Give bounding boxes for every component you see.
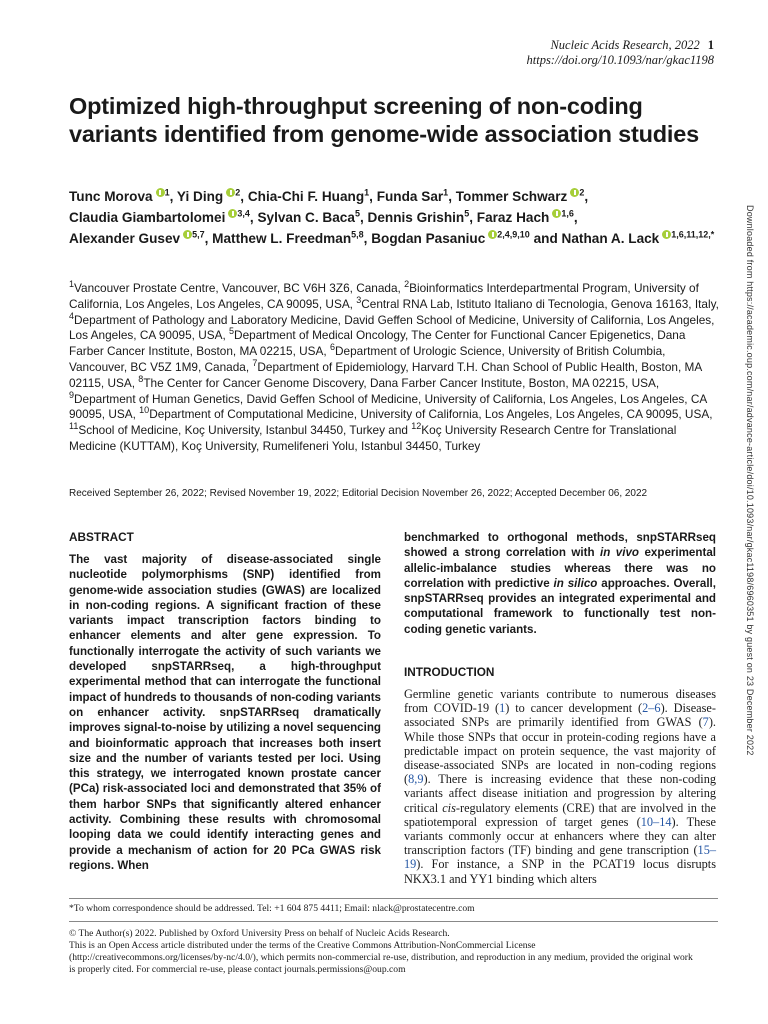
author-name-text: Bogdan Pasaniuc [371, 231, 486, 246]
abstract-segment: approaches. Overall, snpSTARRseq provides an integrated experimental and computational framework to functionally test non-coding genetic variants. [404, 576, 717, 636]
author-name-text: Funda Sar [376, 189, 444, 204]
affiliation-marker: 10 [139, 405, 150, 416]
author-name-text: Dennis Grishin [367, 210, 465, 225]
affiliation-text: Department of Medical Oncology, The Center for Functional Cancer Epigenetics, Dana Farber Cancer Institute, Boston, MA 02215, USA, [69, 328, 686, 359]
author-name[interactable] [377, 189, 448, 204]
author-name[interactable] [69, 189, 170, 204]
abstract-segment: benchmarked to orthogonal methods, snpSTARRseq showed a strong correlation with [404, 531, 716, 560]
affiliation-text: Department of Human Genetics, David Geffen School of Medicine, University of California, Los Angeles, Los Angeles, CA 90095, USA, [69, 391, 707, 422]
license-line[interactable]: (http://creativecommons.org/licenses/by-nc/4.0/), which permits non-commercial re-use, distribution, and reproduction in any medium, provided the original work [69, 952, 693, 963]
affiliation-marker: 9 [69, 389, 75, 400]
orcid-icon[interactable] [488, 230, 497, 239]
author-list: Tunc Morova $^1$, Yi Ding $^2$, Chia-Chi F. Huang$^1$, Funda Sar$^1$, Tommer Schwarz $^2$, Claudia Giambartolomei $^{3,4}$, Sylvan C. Baca$^5$, Dennis Grishin$^5$, Faraz Hach $^{1,6}$, Alexander Gusev $^{5,7}$, Matthew L. Freedman$^{5,8}$, Bogdan Pasaniuc $^{2,4,9,10}$ and Nathan A. Lack $^{1,6,11,12,*}$ [69, 187, 715, 246]
affiliation-marker: 8 [138, 373, 144, 384]
author-name-text: Claudia Giambartolomei [69, 210, 226, 225]
author-name-text: Tommer Schwarz [455, 189, 568, 204]
author-conjunction: and [533, 231, 558, 246]
orcid-icon[interactable] [156, 188, 165, 197]
author-name-text: Tunc Morova [69, 189, 153, 204]
doi-link[interactable]: https://doi.org/10.1093/nar/gkac1198 [526, 53, 714, 67]
download-sidebar [744, 205, 756, 985]
author-name[interactable] [69, 210, 250, 225]
intro-segment: -regulatory elements (CRE) that are involved in the spatiotemporal expression of target genes ( [404, 800, 716, 829]
footnote-divider [69, 921, 718, 922]
orcid-icon[interactable] [662, 230, 671, 239]
license-block [69, 928, 719, 976]
affiliation-text: Central RNA Lab, Istituto Italiano di Tecnologia, Genova 16163, Italy, [361, 296, 719, 311]
affiliation-marker: 1 [69, 279, 75, 290]
author-name-text: Yi Ding [176, 189, 224, 204]
abstract-heading: ABSTRACT [69, 530, 134, 544]
license-line: is properly cited. For commercial re-use, please contact journals.permissions@oup.com [69, 964, 406, 975]
author-name[interactable] [212, 231, 364, 246]
affiliation-marker: 2,4,9,10 [497, 229, 530, 240]
download-note[interactable]: Downloaded from https://academic.oup.com/nar/advance-article/doi/10.1093/nar/gkac1198/6960351 by guest on 23 December 2022 [745, 205, 755, 756]
author-name[interactable] [371, 231, 530, 246]
journal-name: Nucleic Acids Research, 2022 [550, 38, 700, 52]
affiliation-text: Koç University Research Centre for Translational Medicine (KUTTAM), Koç University, Rumelifeneri Yolu, Istanbul 34450, Turkey [69, 423, 677, 453]
intro-segment: ). Disease-associated SNPs are primarily identified from GWAS ( [404, 701, 716, 730]
author-name[interactable] [248, 189, 369, 204]
author-name[interactable] [368, 210, 470, 225]
license-line: This is an Open Access article distributed under the terms of the Creative Commons Attribution-NonCommercial License [69, 940, 536, 951]
affiliation-marker: 5,8 [351, 229, 364, 240]
affiliation-marker: 5 [354, 208, 360, 219]
author-name-text: Sylvan C. Baca [257, 210, 355, 225]
affiliation-text: Department of Epidemiology, Harvard T.H. Chan School of Public Health, Boston, MA 02115, USA, [69, 359, 702, 390]
citation-link[interactable]: 2–6 [642, 701, 661, 716]
intro-segment: ). While those SNPs that occur in protein-coding regions have a predictable impact on protein sequence, the vast majority of disease-associated SNPs are located in non-coding regions ( [404, 715, 716, 787]
intro-segment: ) to cancer development ( [505, 701, 643, 716]
abstract-italic: in vivo [600, 546, 640, 560]
orcid-icon[interactable] [226, 188, 235, 197]
author-name-text: Matthew L. Freedman [212, 231, 352, 246]
citation-link[interactable]: 8,9 [408, 772, 424, 787]
affiliation-marker: 5 [464, 208, 470, 219]
author-name-text: Nathan A. Lack [561, 231, 660, 246]
affiliation-text: The Center for Cancer Genome Discovery, Dana Farber Cancer Institute, Boston, MA 02215, USA, [143, 375, 660, 390]
page-number: 1 [707, 38, 714, 52]
intro-segment: ). These variants commonly occur at enhancers where they can alter transcription factors (TF) binding and gene transcription ( [404, 814, 716, 858]
affiliation-marker: 1 [443, 187, 449, 198]
journal-citation-line [527, 38, 715, 53]
abstract-text-column-2 [404, 530, 716, 637]
affiliation-text: Department of Urologic Science, University of British Columbia, Vancouver, BC V5Z 1M9, Canada, [69, 344, 666, 374]
affiliation-marker: 7 [252, 358, 258, 369]
abstract-italic: in silico [553, 576, 598, 590]
author-name[interactable] [477, 210, 574, 225]
affiliation-text: Department of Computational Medicine, University of California, Los Angeles, Los Angeles, CA 90095, USA, [149, 407, 713, 422]
author-name-text: Faraz Hach [476, 210, 550, 225]
affiliation-marker: 11 [69, 421, 79, 432]
affiliation-marker: 5,7 [192, 229, 205, 240]
introduction-text [404, 687, 716, 886]
affiliation-marker: 4 [69, 310, 75, 321]
affiliations [69, 281, 719, 455]
citation-link[interactable]: 15–19 [404, 843, 716, 872]
affiliation-marker: 1 [164, 187, 170, 198]
intro-segment: ). There is increasing evidence that these non-coding variants affect disease initiation and progression by altering critical [404, 772, 716, 815]
affiliation-marker: 2 [579, 187, 585, 198]
license-line: © The Author(s) 2022. Published by Oxford University Press on behalf of Nucleic Acids Research. [69, 928, 450, 939]
author-name-text: Chia-Chi F. Huang [247, 189, 365, 204]
affiliation-text: Bioinformatics Interdepartmental Program, University of California, Los Angeles, Los Angeles, CA 90095, USA, [69, 281, 699, 311]
affiliation-marker: 1,6 [561, 208, 574, 219]
citation-link[interactable]: 1 [499, 701, 506, 716]
citation-link[interactable]: 7 [702, 715, 709, 730]
orcid-icon[interactable] [183, 230, 192, 239]
author-name-text: Alexander Gusev [69, 231, 181, 246]
affiliation-text: Vancouver Prostate Centre, Vancouver, BC V6H 3Z6, Canada, [74, 281, 405, 295]
orcid-icon[interactable] [552, 209, 561, 218]
affiliation-marker: 2 [404, 279, 410, 290]
article-history: Received September 26, 2022; Revised November 19, 2022; Editorial Decision November 26, 2022; Accepted December 06, 2022 [69, 488, 648, 499]
author-name[interactable] [562, 231, 715, 246]
abstract-segment: experimental allelic-imbalance studies whereas there was no correlation with predictive [404, 546, 716, 590]
affiliation-marker: 3,4 [237, 208, 250, 219]
affiliation-text: School of Medicine, Koç University, Istanbul 34450, Turkey and [78, 423, 412, 438]
affiliation-text: Department of Pathology and Laboratory Medicine, David Geffen School of Medicine, University of California, Los Angeles, Los Angeles, CA 90095, USA, [69, 312, 715, 343]
author-name[interactable] [257, 210, 360, 225]
author-name[interactable] [69, 231, 205, 246]
orcid-icon[interactable] [570, 188, 579, 197]
affiliation-marker: 6 [329, 342, 335, 353]
journal-header [527, 38, 715, 68]
citation-link[interactable]: 10–14 [640, 814, 672, 829]
affiliation-marker: 5 [229, 326, 235, 337]
author-name[interactable] [177, 189, 240, 204]
affiliation-marker: 2 [235, 187, 241, 198]
affiliation-marker: 1,6,11,12,* [671, 229, 715, 240]
intro-segment: ). For instance, a SNP in the PCAT19 locus disrupts NKX3.1 and YY1 binding which alters [404, 857, 716, 886]
affiliation-marker: 12 [411, 421, 422, 432]
abstract-text-column-1: The vast majority of disease-associated single nucleotide polymorphisms (SNP) identified from genome-wide association studies (GWAS) are localized in non-coding regions. A significant fraction of these variants impact transcription factors binding to enhancer elements and alter gene expression. To functionally interrogate the activity of such variants we developed snpSTARRseq, a high-throughput experimental method that can interrogate the functional impact of hundreds to thousands of non-coding variants on enhancer activity. snpSTARRseq dramatically improves signal-to-noise by utilizing a novel sequencing and bioinformatic approach that increases both insert size and the number of variants tested per loci. Using this strategy, we interrogated known prostate cancer (PCa) risk-associated loci and demonstrated that 35% of them harbor SNPs that significantly altered enhancer activity. Combining these results with chromosomal looping data we could identify interacting genes and provide a mechanism of action for 20 PCa GWAS risk regions. When [69, 553, 381, 872]
footnote-divider [69, 898, 718, 899]
intro-segment: Germline genetic variants contribute to numerous diseases from COVID-19 ( [404, 687, 716, 716]
intro-italic: cis [442, 800, 456, 815]
introduction-heading: INTRODUCTION [404, 665, 495, 679]
affiliation-marker: 1 [364, 187, 370, 198]
article-title: Optimized high-throughput screening of non-coding variants identified from genome-wide association studies [69, 93, 699, 147]
author-name[interactable] [456, 189, 585, 204]
affiliation-marker: 3 [356, 294, 362, 305]
correspondence-footnote: *To whom correspondence should be addressed. Tel: +1 604 875 4411; Email: nlack@prostatecentre.com [69, 903, 475, 914]
